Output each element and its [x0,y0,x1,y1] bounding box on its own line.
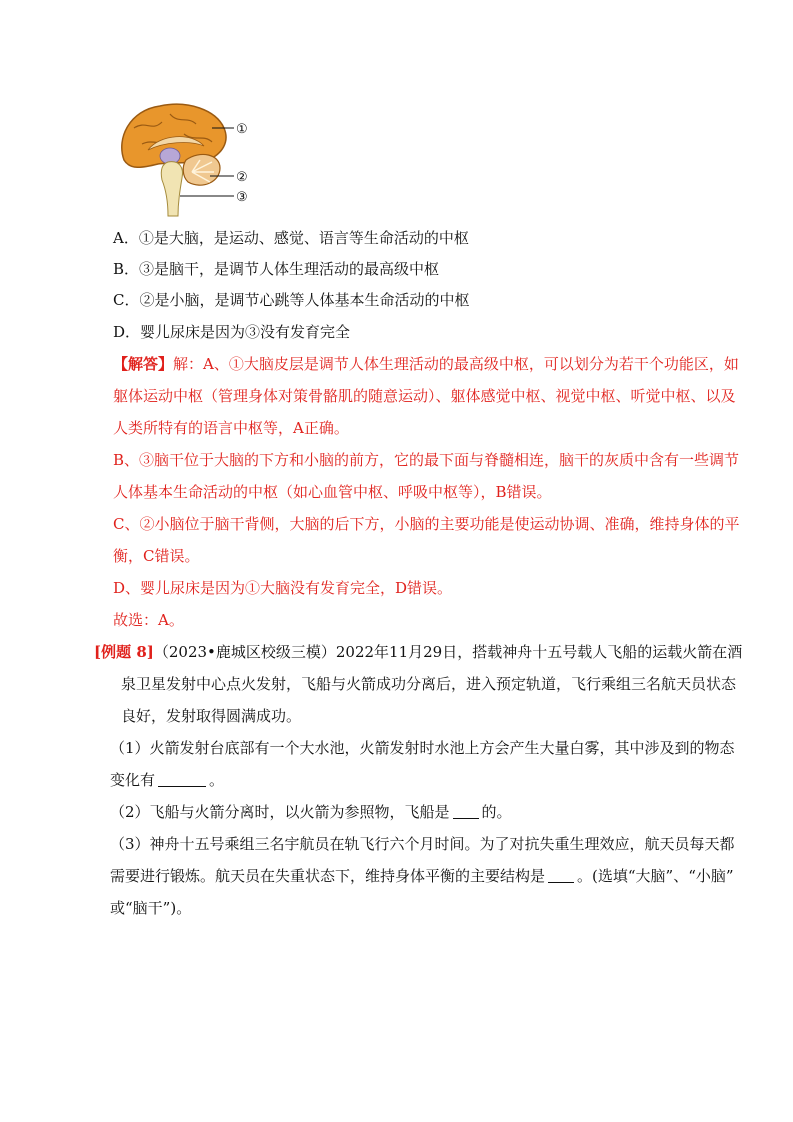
question-3-line-1: （3）神舟十五号乘组三名宇航员在轨飞行六个月时间。为了对抗失重生理效应，航天员每天都 [110,835,735,853]
answer-line-1 [113,354,739,374]
question-3-line-3: 或“脑干”)。 [110,899,192,917]
brainstem-shape [161,162,182,216]
question-3-line-2 [110,866,734,886]
question-1-line-2 [110,770,224,790]
question-1-text: 变化有 [110,771,156,789]
answer-tag: 【解答】 [113,355,174,373]
figure-label-2: ② [236,170,248,185]
answer-blank-2[interactable] [453,804,479,819]
answer-line-2: 躯体运动中枢（管理身体对策骨骼肌的随意运动）、躯体感觉中枢、视觉中枢、听觉中枢、以及 [113,387,736,405]
question-3-choices: 。(选填“大脑”、“小脑” [577,867,734,885]
answer-line-6: C、②小脑位于脑干背侧，大脑的后下方，小脑的主要功能是使运动协调、准确，维持身体的平 [113,515,740,533]
option-d: D．婴儿尿床是因为③没有发育完全 [113,323,351,341]
option-a: A．①是大脑，是运动、感觉、语言等生命活动的中枢 [113,229,469,247]
brain-diagram [112,98,262,218]
question-3-text: 需要进行锻炼。航天员在失重状态下，维持身体平衡的主要结构是 [110,867,546,885]
question-1-end: 。 [209,771,225,789]
answer-line-4: B、③脑干位于大脑的下方和小脑的前方，它的最下面与脊髓相连，脑干的灰质中含有一些调节 [113,451,740,469]
answer-blank-3[interactable] [548,868,574,883]
figure-label-1: ① [236,122,248,137]
cerebellum-shape [183,154,220,185]
figure-label-3: ③ [236,190,248,205]
answer-line-3: 人类所特有的语言中枢等，A正确。 [113,419,349,437]
question-2 [110,802,512,822]
option-c: C．②是小脑，是调节心跳等人体基本生命活动的中枢 [113,291,470,309]
answer-line-7: 衡，C错误。 [113,547,200,565]
answer-line-8: D、婴儿尿床是因为①大脑没有发育完全，D错误。 [113,579,453,597]
example-tag: [例题 8] [94,643,154,661]
example-line-1 [94,642,742,662]
example-intro-3: 良好，发射取得圆满成功。 [121,707,302,725]
answer-text-1: 解：A、①大脑皮层是调节人体生理活动的最高级中枢，可以划分为若干个功能区，如 [173,355,739,373]
example-intro-2: 泉卫星发射中心点火发射，飞船与火箭成功分离后，进入预定轨道，飞行乘组三名航天员状态 [121,675,737,693]
answer-line-9: 故选：A。 [113,611,184,629]
option-b: B．③是脑干，是调节人体生理活动的最高级中枢 [113,260,440,278]
question-1-line-1: （1）火箭发射台底部有一个大水池，火箭发射时水池上方会产生大量白雾，其中涉及到的物态 [110,739,735,757]
question-2-text: （2）飞船与火箭分离时，以火箭为参照物，飞船是 [110,803,450,821]
answer-line-5: 人体基本生命活动的中枢（如心血管中枢、呼吸中枢等），B错误。 [113,483,552,501]
question-2-end: 的。 [481,803,512,821]
answer-blank-1[interactable] [158,772,206,787]
example-intro-1: （2023•鹿城区校级三模）2022年11月29日，搭载神舟十五号载人飞船的运载火箭在酒 [153,643,743,661]
